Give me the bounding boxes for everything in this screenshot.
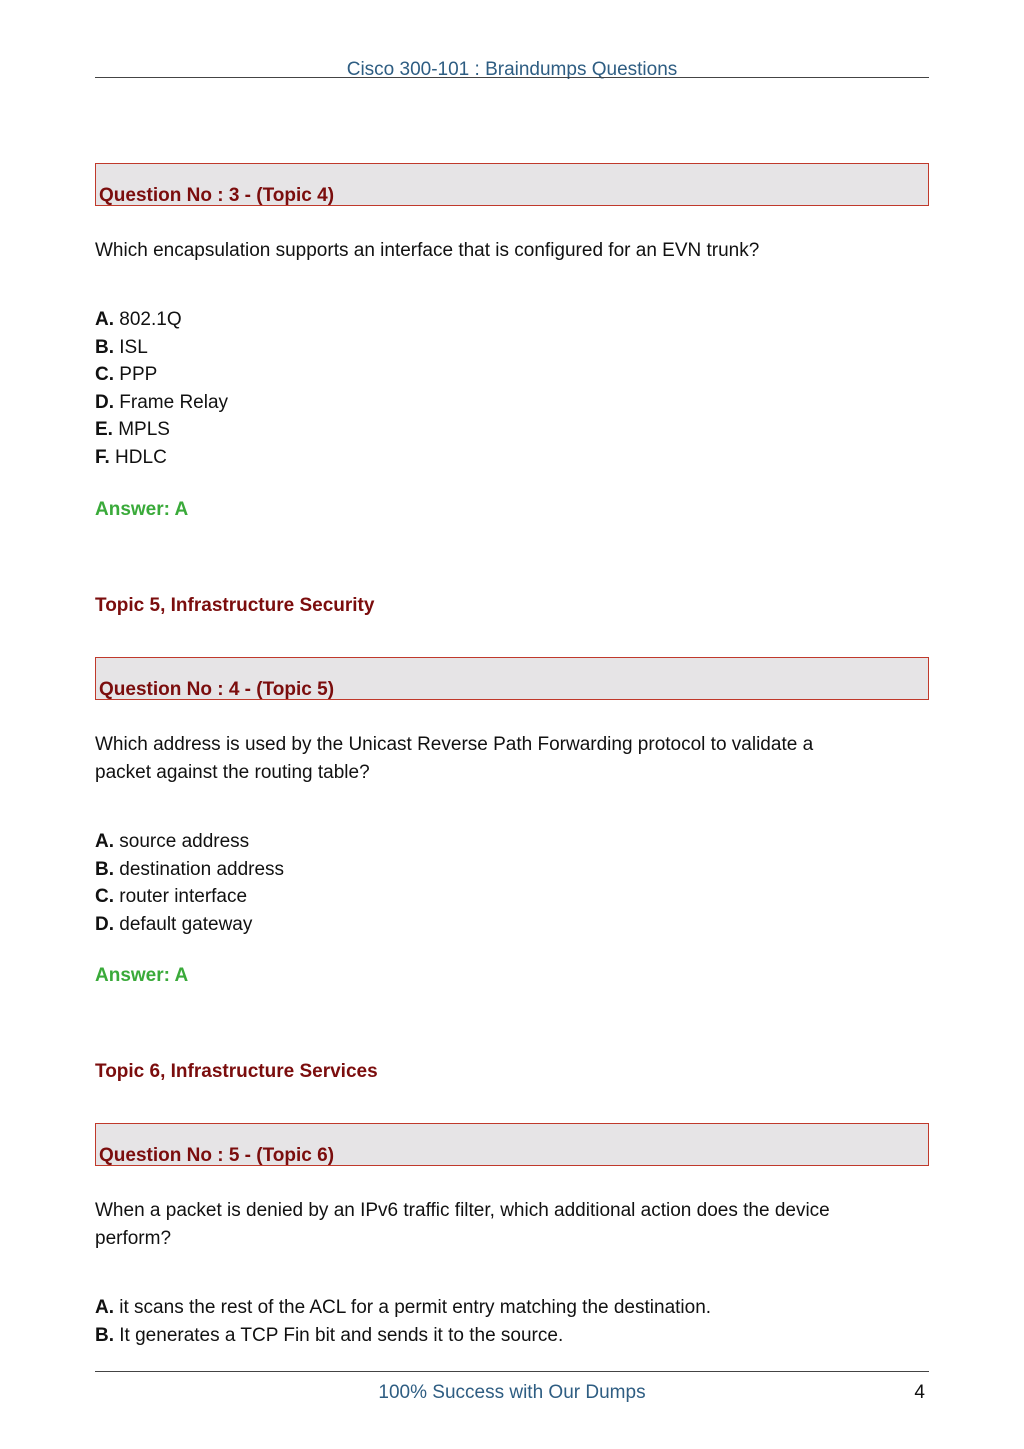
option-letter: C. bbox=[95, 886, 114, 907]
page-header-title: Cisco 300-101 : Braindumps Questions bbox=[346, 59, 678, 80]
option-text: PPP bbox=[114, 364, 158, 385]
question-4-header bbox=[95, 657, 929, 700]
option-a bbox=[95, 828, 929, 856]
option-text: destination address bbox=[114, 858, 285, 880]
question-3-options bbox=[95, 306, 929, 471]
question-4-text-line: packet against the routing table? bbox=[95, 762, 370, 783]
option-letter: C. bbox=[95, 364, 114, 385]
question-5-options bbox=[95, 1294, 929, 1349]
question-3-text: Which encapsulation supports an interface that is configured for an EVN trunk? bbox=[95, 240, 760, 261]
option-b bbox=[95, 1322, 929, 1350]
option-c bbox=[95, 883, 929, 911]
question-5-text-line: When a packet is denied by an IPv6 traffic filter, which additional action does the device bbox=[95, 1200, 830, 1221]
option-text: default gateway bbox=[114, 913, 253, 935]
option-text: 802.1Q bbox=[114, 309, 182, 330]
question-4-title: Question No : 4 - (Topic 5) bbox=[99, 679, 335, 700]
topic-5-heading: Topic 5, Infrastructure Security bbox=[95, 595, 375, 616]
option-letter: F. bbox=[95, 446, 110, 468]
question-4-options bbox=[95, 828, 929, 938]
option-letter: B. bbox=[95, 336, 114, 358]
option-d bbox=[95, 389, 929, 417]
footer-divider bbox=[95, 1371, 929, 1372]
footer-text: 100% Success with Our Dumps bbox=[378, 1382, 646, 1403]
option-e bbox=[95, 416, 929, 444]
option-text: ISL bbox=[114, 336, 148, 358]
question-4-text bbox=[95, 731, 929, 787]
option-letter: A. bbox=[95, 1297, 114, 1318]
question-5-header bbox=[95, 1123, 929, 1166]
question-3-answer: Answer: A bbox=[95, 499, 189, 520]
question-3-header bbox=[95, 163, 929, 206]
topic-6-heading: Topic 6, Infrastructure Services bbox=[95, 1061, 378, 1082]
option-letter: B. bbox=[95, 1324, 114, 1346]
question-4-text-line: Which address is used by the Unicast Reverse Path Forwarding protocol to validate a bbox=[95, 734, 814, 755]
option-letter: A. bbox=[95, 309, 114, 330]
option-d bbox=[95, 911, 929, 939]
header-divider bbox=[95, 77, 929, 78]
option-text: HDLC bbox=[109, 446, 167, 468]
option-text: router interface bbox=[114, 886, 248, 907]
question-5-text-line: perform? bbox=[95, 1228, 172, 1249]
question-5-title: Question No : 5 - (Topic 6) bbox=[99, 1145, 335, 1166]
option-letter: E. bbox=[95, 419, 113, 440]
option-letter: B. bbox=[95, 858, 114, 880]
option-letter: D. bbox=[95, 913, 114, 935]
option-a bbox=[95, 1294, 929, 1322]
question-4-answer: Answer: A bbox=[95, 965, 189, 986]
option-c bbox=[95, 361, 929, 389]
option-a bbox=[95, 306, 929, 334]
option-letter: D. bbox=[95, 391, 114, 413]
option-text: Frame Relay bbox=[114, 391, 229, 413]
option-b bbox=[95, 334, 929, 362]
option-f bbox=[95, 444, 929, 472]
question-5-text bbox=[95, 1197, 929, 1253]
question-3-title: Question No : 3 - (Topic 4) bbox=[99, 185, 335, 206]
option-text: source address bbox=[114, 831, 250, 852]
option-text: it scans the rest of the ACL for a permit entry matching the destination. bbox=[114, 1297, 712, 1318]
page-number: 4 bbox=[914, 1382, 925, 1403]
option-b bbox=[95, 856, 929, 884]
option-text: It generates a TCP Fin bit and sends it to the source. bbox=[114, 1324, 564, 1346]
option-text: MPLS bbox=[112, 419, 170, 440]
option-letter: A. bbox=[95, 831, 114, 852]
